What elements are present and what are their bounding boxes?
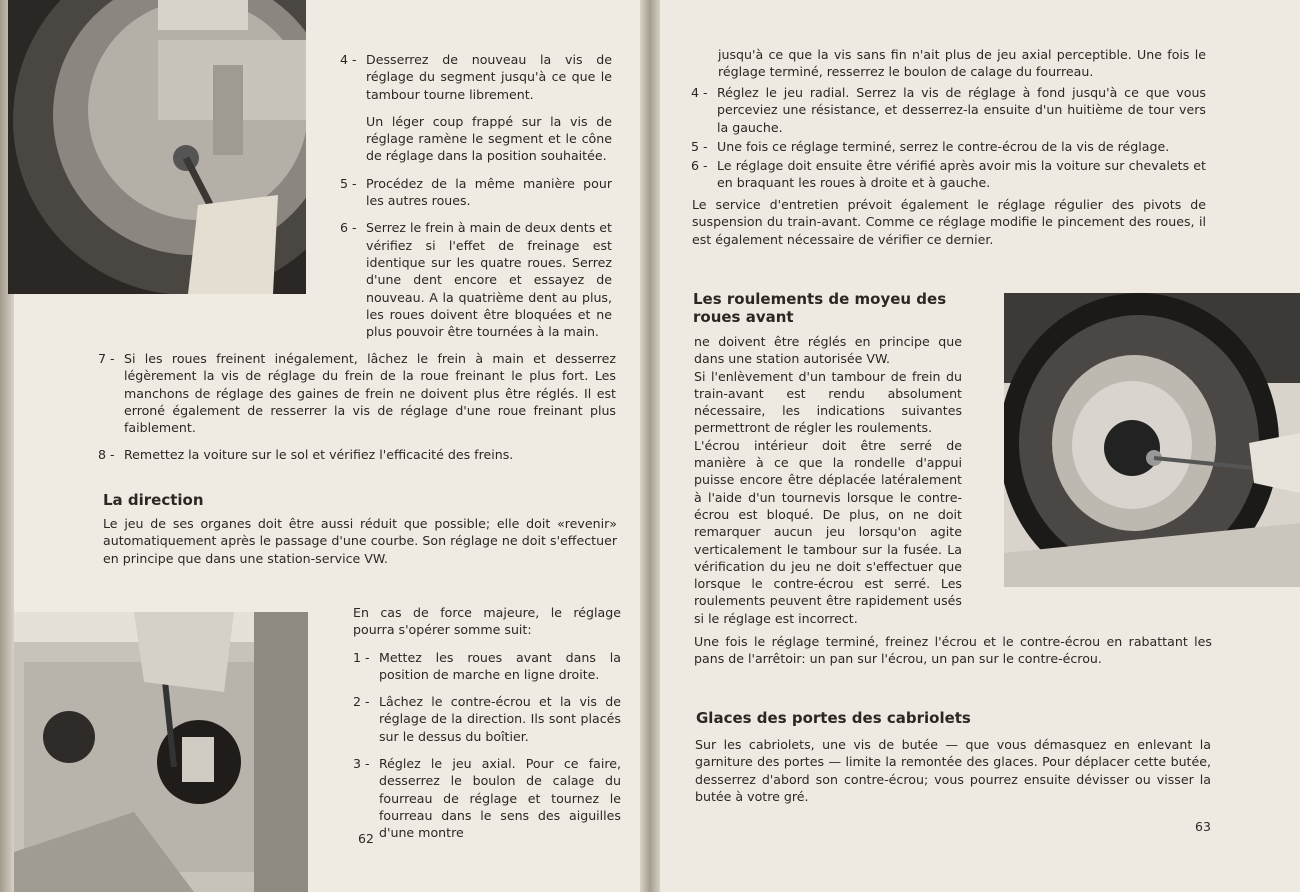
- bearings-heading: Les roulements de moyeu des roues avant: [693, 290, 947, 326]
- book-gutter: [640, 0, 660, 892]
- step-r4: 4 - Réglez le jeu radial. Serrez la vis de réglage à fond jusqu'à ce que vous perceviez une résistance, et desserrez-la ensuite d'un huitième de tour vers la gauche.: [691, 85, 1206, 135]
- step-8: 8 - Remettez la voiture sur le sol et vérifiez l'efficacité des freins.: [98, 447, 514, 463]
- bearings-final-text: Une fois le réglage terminé, freinez l'écrou et le contre-écrou en rabattant les pans de l'arrêtoir: un pan sur l'écrou, un pan sur le contre-écrou.: [694, 634, 1212, 667]
- continued-text: jusqu'à ce que la vis sans fin n'ait plus de jeu axial perceptible. Une fois le réglage terminé, resserrez le boulon de calage du fourreau.: [718, 47, 1206, 80]
- brake-adjustment-photo: [8, 0, 306, 294]
- page-number-left: 62: [358, 831, 374, 846]
- step-1: 1 - Mettez les roues avant dans la position de marche en ligne droite.: [353, 649, 621, 682]
- step-6: 6 - Serrez le frein à main de deux dents et vérifiez si l'effet de freinage est identique sur les quatre roues. Serrez d'une dent encore et essayez de nouveau. A la quatrième dent au plus, les roues doivent être bloquées et ne plus pouvoir être tournées à la main.: [340, 220, 612, 340]
- step-r6: 6 - Le réglage doit ensuite être vérifié après avoir mis la voiture sur chevalets et en braquant les roues à droite et à gauche.: [691, 158, 1206, 191]
- direction-text: Le jeu de ses organes doit être aussi réduit que possible; elle doit «revenir» automatiquement après le passage d'une courbe. Son réglage ne doit s'effectuer en principe que dans une station-service VW.: [103, 516, 617, 566]
- step-5: 5 - Procédez de la même manière pour les autres roues.: [340, 175, 612, 209]
- service-text: Le service d'entretien prévoit également le réglage régulier des pivots de suspension du train-avant. Comme ce réglage modifie le pincement des roues, il est également nécessaire de vérifier ce dernier.: [692, 197, 1206, 247]
- steering-adjustment-photo: [14, 612, 308, 892]
- step-7: 7 - Si les roues freinent inégalement, lâchez le frein à main et desserrez légèrement la vis de réglage du frein de la roue freinant le plus fort. Les manchons de réglage des gaines de frein ne doivent plus être réglés. Il est erroné également de resserrer la vis de réglage d'une roue freinant plus faiblement.: [98, 351, 616, 436]
- force-intro: En cas de force majeure, le réglage pourra s'opérer somme suit:: [353, 605, 621, 638]
- direction-heading: La direction: [103, 491, 204, 509]
- step-4: 4 - Desserrez de nouveau la vis de réglage du segment jusqu'à ce que le tambour tourne librement.: [340, 52, 612, 102]
- bearings-para-3: L'écrou intérieur doit être serré de manière à ce que la rondelle d'appui puisse encore être déplacée latéralement à l'aide d'un tournevis lorsque le contre-écrou est bloqué. De plus, on ne doit remarquer aucun jeu lorsqu'on agite verticalement le tambour sur la fusée. La vérification du jeu ne doit s'effectuer que lorsque le contre-écrou est serré. Les roulements peuvent être rapidement usés si le réglage est incorrect.: [694, 437, 962, 626]
- step-2: 2 - Lâchez le contre-écrou et la vis de réglage de la direction. Ils sont placés sur le dessus du boîtier.: [353, 694, 621, 744]
- step-3: 3 - Réglez le jeu axial. Pour ce faire, desserrez le boulon de calage du fourreau de réglage et tournez le fourreau dans le sens des aiguilles d'une montre: [353, 756, 621, 841]
- step-4-note: Un léger coup frappé sur la vis de réglage ramène le segment et le cône de réglage dans la position souhaitée.: [366, 113, 612, 164]
- step-r5: 5 - Une fois ce réglage terminé, serrez le contre-écrou de la vis de réglage.: [691, 138, 1170, 154]
- right-page: [654, 0, 1300, 892]
- page-number-right: 63: [1195, 819, 1211, 834]
- bearings-para-2: Si l'enlèvement d'un tambour de frein du train-avant est rendu absolument nécessaire, les indications suivantes permettront de régler les roulements.: [694, 368, 962, 436]
- left-page: [0, 0, 646, 892]
- windows-heading: Glaces des portes des cabriolets: [696, 709, 971, 727]
- bearings-para-1: ne doivent être réglés en principe que dans une station autorisée VW.: [694, 334, 962, 367]
- front-wheel-photo: [1004, 293, 1300, 587]
- windows-text: Sur les cabriolets, une vis de butée — que vous démasquez en enlevant la garniture des portes — limite la remontée des glaces. Pour déplacer cette butée, desserrez d'abord son contre-écrou; vous pourrez ensuite dévisser ou visser la butée à votre gré.: [695, 737, 1211, 804]
